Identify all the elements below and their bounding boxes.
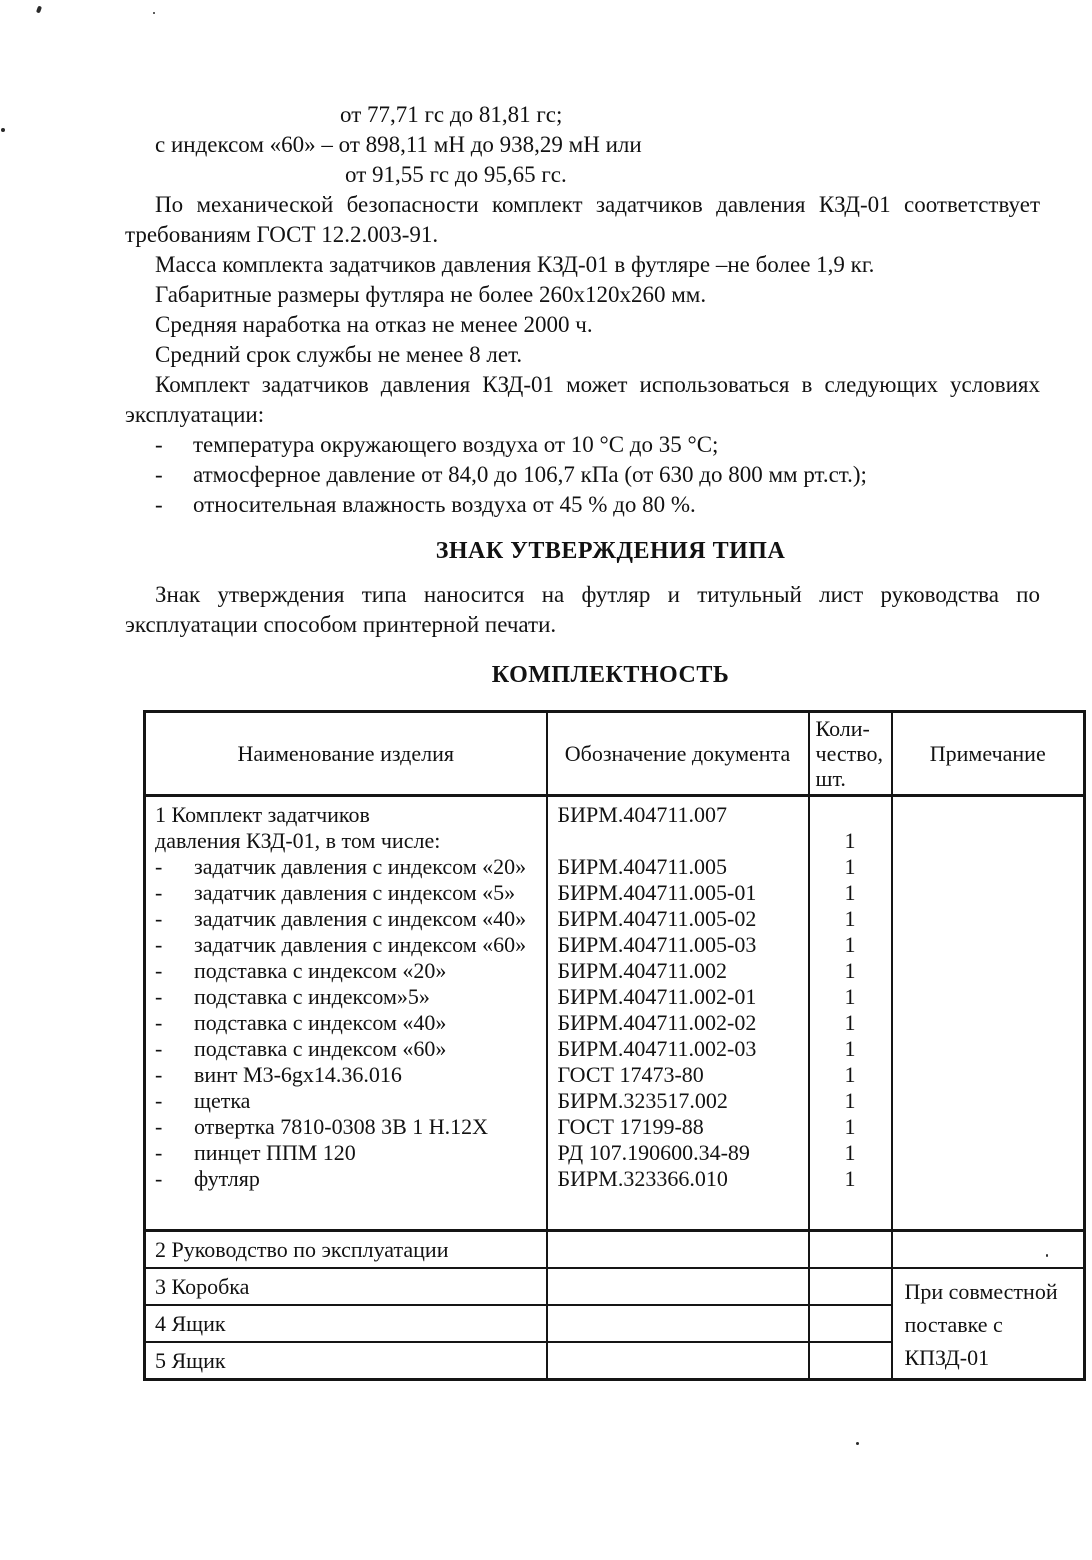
quantity-header-line: шт. [815, 766, 846, 791]
item-line: - подставка с индексом «60» [155, 1036, 447, 1061]
quantity-value: 1 [844, 958, 856, 983]
item1-quantity-cell [809, 796, 892, 1231]
quantity-value: 1 [844, 1036, 856, 1061]
document-number: БИРМ.404711.005-03 [557, 932, 757, 957]
list-dash: - [155, 906, 163, 931]
quantity-value: 1 [844, 1062, 856, 1087]
list-dash: - [155, 932, 163, 957]
quantity-value: 1 [844, 854, 856, 879]
quantity-value: 1 [844, 932, 856, 957]
row-name-cell: 3 Коробка [145, 1268, 547, 1305]
quantity-value: 1 [844, 1010, 856, 1035]
scan-speck [1, 128, 5, 132]
quantity-value: 1 [844, 906, 856, 931]
quantity-value: 1 [844, 880, 856, 905]
list-dash: - [155, 1114, 163, 1139]
empty-cell [809, 1231, 892, 1269]
list-dash: - [155, 432, 163, 457]
list-dash: - [155, 492, 163, 517]
paragraph-type-approval: Знак утверждения типа наносится на футляр и титульный лист руководства по эксплуатации способом принтерной печати. [125, 582, 1040, 637]
column-header-document: Обозначение документа [547, 712, 809, 796]
quantity-value: 1 [844, 1166, 856, 1191]
document-number: БИРМ.404711.005 [557, 854, 728, 879]
document-number: ГОСТ 17199-88 [557, 1114, 704, 1139]
list-dash: - [155, 880, 163, 905]
quantity-value: 1 [844, 828, 856, 853]
completeness-table [143, 710, 1086, 1381]
item-line: - футляр [155, 1166, 260, 1191]
document-number: БИРМ.404711.002-03 [557, 1036, 757, 1061]
paragraph-mtbf: Средняя наработка на отказ не менее 2000 ч. [155, 312, 593, 337]
range-line-1: от 77,71 гс до 81,81 гс; [340, 102, 563, 127]
paragraph-mass: Масса комплекта задатчиков давления КЗД-01 в футляре –не более 1,9 кг. [155, 252, 875, 277]
range-line-3: от 91,55 гс до 95,65 гс. [345, 162, 567, 187]
empty-cell [809, 1342, 892, 1380]
scan-speck [856, 1442, 859, 1445]
empty-cell [547, 1231, 809, 1269]
list-dash: - [155, 1036, 163, 1061]
table-row-box [145, 1268, 1085, 1305]
item1-note-cell-empty [892, 796, 1085, 1231]
paragraph-dimensions: Габаритные размеры футляра не более 260х120х260 мм. [155, 282, 707, 307]
item-line: - задатчик давления с индексом «40» [155, 906, 527, 931]
item-line: - задатчик давления с индексом «60» [155, 932, 527, 957]
column-header-item-name: Наименование изделия [145, 712, 547, 796]
empty-cell [892, 1231, 1085, 1269]
document-number: БИРМ.404711.007 [557, 802, 728, 827]
quantity-value: 1 [844, 984, 856, 1009]
item-line: - пинцет ППМ 120 [155, 1140, 356, 1165]
list-dash: - [155, 1088, 163, 1113]
scan-speck [153, 12, 155, 14]
condition-text: атмосферное давление от 84,0 до 106,7 кПа (от 630 до 800 мм рт.ст.); [193, 462, 867, 487]
document-number: БИРМ.404711.002-02 [557, 1010, 757, 1035]
condition-humidity [125, 490, 1040, 520]
document-number: ГОСТ 17473-80 [557, 1062, 704, 1087]
condition-text: температура окружающего воздуха от 10 °С до 35 °С; [193, 432, 719, 457]
scan-speck [36, 6, 42, 14]
section-title-type-approval: ЗНАК УТВЕРЖДЕНИЯ ТИПА [435, 538, 786, 564]
row-name-cell: 4 Ящик [145, 1305, 547, 1342]
document-number: БИРМ.404711.002-01 [557, 984, 757, 1009]
table-header-row [145, 712, 1085, 796]
document-number: БИРМ.404711.005-01 [557, 880, 757, 905]
item-line: - подставка с индексом»5» [155, 984, 430, 1009]
quantity-header-line: Коли- [815, 716, 870, 741]
item-line: - задатчик давления с индексом «5» [155, 880, 516, 905]
quantity-value: 1 [844, 1114, 856, 1139]
list-dash: - [155, 1166, 163, 1191]
list-dash: - [155, 984, 163, 1009]
list-dash: - [155, 462, 163, 487]
row-name-cell: 2 Руководство по эксплуатации [145, 1231, 547, 1269]
quantity-value: 1 [844, 1140, 856, 1165]
quantity-header-line: чество, [815, 741, 883, 766]
document-number: БИРМ.323517.002 [557, 1088, 728, 1113]
paragraph-mechanical-safety: По механической безопасности комплект задатчиков давления КЗД-01 соответствует требованиям ГОСТ 12.2.003-91. [125, 192, 1040, 247]
empty-cell [547, 1268, 809, 1305]
operating-conditions-list [125, 430, 1040, 520]
joint-delivery-note: При совместной поставке с КПЗД-01 [892, 1268, 1085, 1380]
list-dash: - [155, 1140, 163, 1165]
item-line: давления КЗД-01, в том числе: [155, 828, 441, 853]
condition-temperature [125, 430, 1040, 460]
document-number [548, 828, 808, 854]
item1-document-cell [547, 796, 809, 1231]
page-content [125, 100, 1058, 1381]
document-number: БИРМ.404711.005-02 [557, 906, 757, 931]
item-line: - задатчик давления с индексом «20» [155, 854, 527, 879]
column-header-note: Примечание [892, 712, 1085, 796]
item-line: - винт М3-6gx14.36.016 [155, 1062, 402, 1087]
empty-cell [547, 1305, 809, 1342]
list-dash: - [155, 854, 163, 879]
item-line: 1 Комплект задатчиков [155, 802, 370, 827]
list-dash: - [155, 958, 163, 983]
document-number: РД 107.190600.34-89 [557, 1140, 750, 1165]
quantity-value: 1 [844, 1088, 856, 1113]
item-line: - подставка с индексом «20» [155, 958, 447, 983]
document-number: БИРМ.323366.010 [557, 1166, 728, 1191]
table-row-manual [145, 1231, 1085, 1269]
empty-cell [809, 1268, 892, 1305]
list-dash: - [155, 1062, 163, 1087]
paragraph-service-life: Средний срок службы не менее 8 лет. [155, 342, 523, 367]
section-title-completeness: КОМПЛЕКТНОСТЬ [491, 662, 730, 688]
range-line-2: с индексом «60» – от 898,11 мН до 938,29 мН или [155, 132, 642, 157]
empty-cell [547, 1342, 809, 1380]
quantity-value [810, 802, 891, 828]
item-line: - щетка [155, 1088, 251, 1113]
paragraph-conditions-intro: Комплект задатчиков давления КЗД-01 может использоваться в следующих условиях эксплуатации: [125, 372, 1040, 427]
list-dash: - [155, 1010, 163, 1035]
column-header-quantity [809, 712, 892, 796]
item-line: - отвертка 7810-0308 3В 1 Н.12Х [155, 1114, 489, 1139]
document-number: БИРМ.404711.002 [557, 958, 728, 983]
condition-pressure [125, 460, 1040, 490]
empty-cell [809, 1305, 892, 1342]
table-row-item1-kit [145, 796, 1085, 1231]
item1-name-cell [145, 796, 547, 1231]
row-name-cell: 5 Ящик [145, 1342, 547, 1380]
condition-text: относительная влажность воздуха от 45 % до 80 %. [193, 492, 696, 517]
item-line: - подставка с индексом «40» [155, 1010, 447, 1035]
